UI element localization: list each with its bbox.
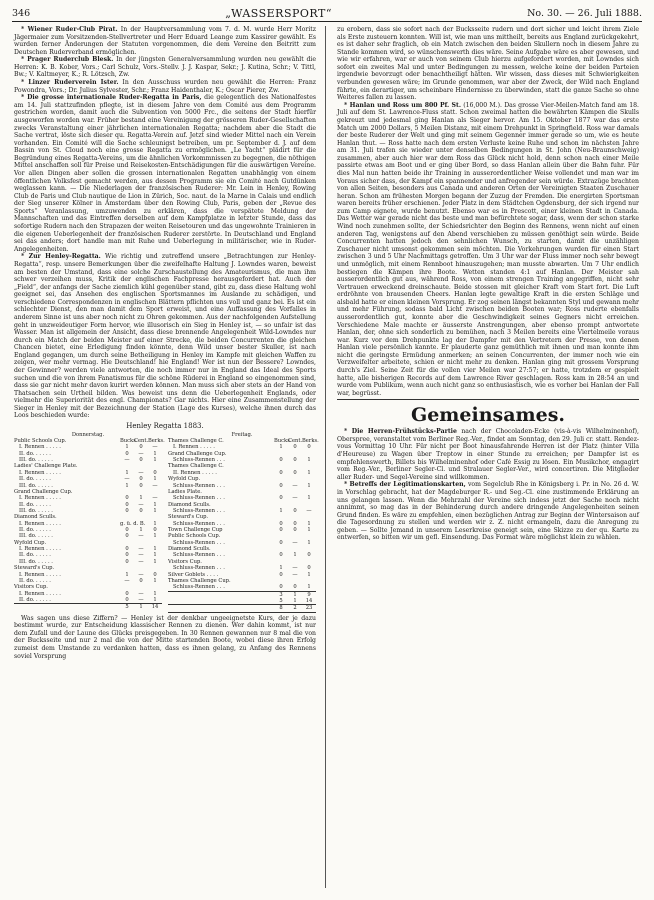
regatta-cell: 0: [139, 577, 143, 584]
article-legitimation: [337, 481, 639, 542]
regatta-cell: 0: [279, 495, 283, 502]
regatta-race-name: I. Rennen . . . . .: [19, 546, 61, 553]
regatta-cell: 1: [153, 450, 157, 457]
regatta-cell: Berks.: [148, 438, 165, 444]
regatta-race-name: Steward's Cup.: [168, 514, 209, 521]
regatta-cell: 1: [153, 533, 157, 540]
regatta-row: [168, 584, 316, 590]
right-column: [337, 26, 639, 542]
regatta-cell: —: [292, 495, 298, 502]
regatta-race-name: Grand Challenge Cup.: [14, 488, 73, 495]
regatta-race-name: Ladies' Challenge Plate.: [14, 463, 78, 470]
regatta-cell: g. ü. d. B.: [120, 520, 146, 527]
regatta-cell: 1: [307, 495, 311, 502]
article-ister-heading: * Linzer Ruderverein Ister.: [21, 79, 119, 87]
regatta-race-name: Schluss-Rennen . . .: [173, 565, 225, 572]
regatta-cell: 1: [279, 565, 283, 572]
regatta-cell: 1: [307, 571, 311, 578]
regatta-cell: 1: [139, 604, 143, 611]
left-column: [14, 26, 319, 660]
regatta-cell: —: [292, 565, 298, 572]
regatta-race-name: Diamond Sculls.: [168, 546, 211, 553]
regatta-cell: 1: [153, 596, 157, 603]
regatta-cell: —: [292, 482, 298, 489]
regatta-cell: 0: [293, 444, 297, 451]
regatta-race-name: III. do. . . . . .: [19, 558, 53, 565]
article-paris-text: die gelegentlich des Nationalfestes am 14. Juli stattzufinden pflegte, ist in diesem Jahre von dem Comité aus dem Programm gestrichen worden, damit auch die Subvention von 5000 Frc., die seitens der Stadt hierfür ausgeworfen worden war. Früher bestand eine Vereinigung der grösseren Ruder-Gesellschaften zwecks Veranstaltung einer jährlichen internationalen Regatta; nachdem aber die Stadt die Sache vertrat, löste sich dieser qu. Regatta-Verein auf. Jetzt sind wieder Mittel nach ein Verein vorhanden. Ein Comité will die Sache schleunigst betreiben, um pr. September d. J. auf dem Bassin von St. Cloud noch eine grosse Regatta zu ermöglichen. „Le Yacht“ plädirt für die Begründung eines Regatta-Vereins, um die ähnlichen Vorkommnissen zu begegnen, die nöthigen Mittel anschaffen soll für Preise und Reisekosten-Entschädigungen für die auswärtigen Vereine. Vor allen Dingen aber sollen die grossen internationalen Regatten unabhängig von einem öffentlichen Volksfest gemacht werden, aus dessen Programm sie ein Comité nach Gutdünken weglassen kann. — Die Niederlagen der französischen Ruderer: Mr. Lein in Henley, Rowing Club de Paris und Club nautique de Lion in Zürich, Soc. naut. de la Marne in Calais und endlich der Sieg unserer Kölner in Amsterdam über den Rowing Club, Paris, geben der „Revue des Sports“ Veranlassung, umzuwenden zu erklären, dass die verspätete Meldung der Mannschaften und das Eintreffen derselben auf dem Kampfplatze in letzter Stunde, dass das sofortige Rudern nach den Strapazen der weiten Reisetouren und das ungewohnte Trainieren in die eigenen Ueberlegenheit der französischen Ruderer zerstörte. In Deutschland und England sei das anders; dort handle man mit Ruhe und Ueberlegung in militärischer, wie in Ruder-Angelegenheiten.: [14, 94, 316, 253]
regatta-cell: 1: [153, 476, 157, 483]
regatta-cell: 1: [293, 597, 297, 604]
regatta-race-name: III. do. . . . . .: [19, 533, 53, 540]
regatta-race-name: Schluss-Rennen . . .: [173, 584, 225, 591]
page-number: 346: [12, 7, 31, 19]
regatta-race-name: I. Rennen . . . . .: [19, 590, 61, 597]
regatta-race-name: II. do. . . . . .: [19, 577, 51, 584]
regatta-cell: —: [124, 577, 130, 584]
regatta-right-caption: Freitag.: [231, 431, 253, 438]
article-pirat-heading: * Wiener Ruder-Club Pirat.: [21, 26, 118, 33]
regatta-cell: 0: [139, 444, 143, 451]
regatta-cell: 14: [305, 597, 313, 604]
regatta-race-name: II. Rennen . . . . .: [173, 469, 217, 476]
issue-info: No. 30. — 26. Juli 1888.: [527, 7, 642, 19]
regatta-row: [168, 598, 316, 604]
regatta-cell: —: [138, 501, 144, 508]
regatta-race-name: Schluss-Rennen . . .: [173, 495, 225, 502]
regatta-cell: 0: [153, 571, 157, 578]
article-henley: [14, 253, 316, 420]
header-rule: [12, 21, 642, 22]
regatta-cell: 0: [125, 552, 129, 559]
regatta-cell: —: [306, 507, 312, 514]
regatta-cell: 0: [139, 457, 143, 464]
regatta-race-name: Ladies Plate.: [168, 488, 202, 495]
regatta-race-name: Schluss-Rennen . . .: [173, 457, 225, 464]
regatta-cell: 0: [279, 584, 283, 591]
regatta-race-name: II. do. . . . . .: [19, 596, 51, 603]
regatta-cell: 1: [153, 552, 157, 559]
article-paris: [14, 94, 316, 253]
regatta-race-name: [168, 598, 274, 604]
regatta-cell: 0: [125, 450, 129, 457]
regatta-right-rows: [168, 438, 319, 613]
regatta-cell: —: [138, 558, 144, 565]
regatta-race-name: III. do. . . . . .: [19, 507, 53, 514]
regatta-race-name: II. do. . . . . .: [19, 501, 51, 508]
regatta-race-name: II. do. . . . . .: [19, 527, 51, 534]
regatta-cell: 1: [307, 584, 311, 591]
regatta-race-name: Public Schools Cup.: [168, 533, 221, 540]
article-fruehstueck: [337, 428, 639, 481]
regatta-cell: Bucks.: [274, 438, 292, 444]
regatta-cell: 8: [279, 605, 283, 612]
regatta-cell: —: [138, 450, 144, 457]
regatta-cell: —: [138, 590, 144, 597]
regatta-cell: 0: [293, 584, 297, 591]
regatta-cell: 0: [279, 482, 283, 489]
regatta-cell: 0: [293, 520, 297, 527]
regatta-cell: 3: [279, 591, 283, 598]
regatta-cell: —: [124, 457, 130, 464]
article-blesk-heading: * Prager Ruderclub Blesk.: [21, 56, 114, 64]
regatta-cell: Berks.: [302, 438, 319, 444]
regatta-cell: —: [152, 444, 158, 451]
regatta-race-name: Diamond Sculls.: [168, 501, 211, 508]
regatta-cell: 0: [125, 533, 129, 540]
regatta-cell: 1: [153, 590, 157, 597]
regatta-cell: 1: [153, 501, 157, 508]
regatta-cell: Cent.: [288, 438, 303, 444]
regatta-race-name: I. Rennen . . . . .: [173, 444, 215, 451]
regatta-race-name: Thames Challenge C.: [168, 438, 224, 444]
regatta-race-name: Schluss-Rennen . . .: [173, 520, 225, 527]
regatta-cell: 1: [153, 457, 157, 464]
regatta-cell: 0: [307, 552, 311, 559]
article-henley-text: Wie richtig und zutreffend unsere „Betrachtungen zur Henley-Regatta“, resp. unsere Bemerkungen über die zweifelhafte Haltung J. Lowndes waren, beweist am besten der Umstand, dass eine solche Zurschaustellung des Amateurismus, die man ihm schwer verzeihen muss, Kritik der englischen Fachpresse herausgefordert hat. Auch der „Field“, der anfangs der Sache ziemlich kühl gegenüber stand, gibt zu, dass diese Haltung wohl geeignet sei, das Ansehen des englischen Sportsmannes im Auslande zu schädigen, und verschiedene Correspondenzen in englischen Blättern pflichten uns voll und ganz bei. Es ist ein schlechter Dienst, den man damit dem Sport erweist, und eine Auffassung des Vorfalles in anderem Sinne ist uns aber noch nicht zu Ohren gekommen. Aus der nachfolgenden Aufstellung geht in unzweideutiger Form hervor, wie illusorisch ein Sieg in Henley ist, — so unfair ist das Wasser. Man ist allgemein der Ansicht, dass diese brennende Angelegenheit Wild-Lowndes nur durch ein Match der beiden Meister auf einer Strecke, die beiden Concurrenten die gleichen Chancen bietet, eine Erledigung finden könnte, denn Wild unser bester Skuller, ist nach England gegangen, um durch seine Betheiligung in Henley im Kampfe mit gleichen Waffen zu zeigen, wer mehr vermag. Hie Deutschland! hie England! Wer ist nun der Bessere? Lowndes, der Gewinner? werden viele antworten, die noch immer nur in England das Ideal des Sports suchen und die von ihrem Fanatismus für die schöne Rüderei in England so eingenommen sind, dass sie gar nicht mehr davon kurirt werden können. Man muss sich aber stets an der Hand von Thatsachen sein Urtheil bilden. Was beweist uns denn die Ueberlegenheit Englands, oder vielmehr die Superiorität des engl. Championats? Gar nichts. Hier eine Zusammenstellung der Sieger in Henley mit der Bezeichnung der Station (Lage des Kurses), welche ihnen durch das Loos beschieden wurde:: [14, 253, 317, 420]
regatta-cell: 1: [307, 469, 311, 476]
regatta-cell: 5: [279, 597, 283, 604]
regatta-cell: 1: [307, 539, 311, 546]
regatta-cell: 0: [125, 501, 129, 508]
regatta-race-name: Silver Goblets . . . .: [168, 571, 219, 578]
regatta-cell: 1: [125, 482, 129, 489]
regatta-cell: 0: [293, 469, 297, 476]
regatta-cell: 0: [125, 546, 129, 553]
regatta-cell: —: [138, 533, 144, 540]
column-divider: [325, 26, 326, 888]
regatta-row: [14, 603, 162, 610]
regatta-race-name: I. Rennen . . . . .: [19, 444, 61, 451]
regatta-race-name: Schluss-Rennen . . .: [173, 507, 225, 514]
regatta-cell: —: [152, 482, 158, 489]
regatta-cell: 0: [153, 527, 157, 534]
regatta-cell: 1: [293, 552, 297, 559]
regatta-race-name: [168, 605, 274, 611]
article-hanlan-text: (16,000 M.). Das grosse Vier-Meilen-Match fand am 18. Juli auf dem St. Lawrence-Fluss statt. Schon zweimal hatten die bewährten Kämpen die Skulls gekreuzt und jedesmal ging Hanlan als Sieger hervor. Am 15. Oktober 1877 war das erste Match um 2000 Dollars, 5 Meilen Distanz, mit einem Drehpunkt in Springfield. Ross war damals der beste Ruderer der Welt und ging mit seinem Gegenner immer gerade so um, wie es heute Hanlan thut. — Ross hatte nach dem ersten Verluste keine Ruhe und schon im nächsten Jahre am 31. Juli trafen sie wieder unter denselben Bedingungen in St. John (Neu-Braunschweig) zusammen, aber auch hier war dem Ross das Glück nicht hold, denn schon nach einer Meile passirte etwas am Boot und er ging über Bord, so dass Hanlan allein über die Bahn fuhr. Für dies Mal nun hatten beide ihr Training in ausserordentlicher Weise vollendet und man war im Voraus sicher dass, der Kampf ein spannender und anfregender sein würde. Extrazüge brachten von allen Seiten, besonders aus Canada und anderen Orten der Vereinigten Staaten Zuschauer heran. Schon am frühesten Morgen begann der Zuzug der Fremden. Die energirten Sportsman waren bereits früher erschienen. Jeder Platz in dem Städtchen Ogdensburg, der sich irgend nur zum Camp eignete, wurde benutzt. Ebenso war es in Prescott, einer kleinen Stadt in Canada. Das Wetter war gerade nicht das beste und man befürchtete sogar, dass, wenn der schon starke Wind noch zunehmen sollte, der Schiedsrichter den Beginn des Rennens, wenn nicht auf einen anderen Tag, wenigstens auf den Abend verschieben zu müssen genöthigt sein würde. Beide Concurrenten hatten jedoch den sehnlichen Wunsch, zu starten, damit die unzähligen Zuschauer nicht umsonst gekommen sein möchten. Die Vorkehrungen wurden für einen Start zwischen 3 und 5 Uhr Nachmittags getroffen. Um 3 Uhr war der Fluss immer noch sehr bewegt und unmöglich, mit einem Rennboot hinauszugehen; man musste abwarten. Um 7 Uhr endlich bestiegen die Kämpen ihre Boote. Wetten standen 4:1 auf Hanlan. Der Meister sah ausserordentlich gut aus, während Ross, von einem strengen Training angegriffen, nicht sehr Vertrauen erweckend dreinschaute. Beide stossen mit gleicher Kraft vom Start fort. Die Luft erdröhnte von brausenden Cheers. Hanlan legte gewaltige Kraft in die ersten Schläge und alsbald hatte er einen kleinen Vorsprung. Er zog seinen längst bekannten Styl und gewann mehr und mehr Führung, sodass bald Licht zwischen beiden Booten war; Ross ruderte ebenfalls ausserordentlich gut, konnte aber die Geschwindigkeit seines Gegners nicht erreichen. Verschiedene Male machte er äusserste Anstrengungen, aber ebenso prompt antwortete Hanlan, der, ohne sich sonderlich zu bemühen, nach 3 Meilen bereits eine Viertelmeile voraus war. Kurz vor dem Drehpunkte lag der Dampfer mit den Vertretern der Presse, von denen Hanlan viele persönlich kannte. Er plauderte ganz gemüthlich mit ihnen und man konnte ihm nicht die geringste Ermüdung anmerken; an seinen Concurrenten, der immer noch wie ein Verzweifelter arbeitete, schien er nicht mehr zu denken. Hanlan ging mit grossem Vorsprung durch's Ziel. Seine Zeit für die vollen vier Meilen war 27:57; er hatte, trotzdem er gespielt hatte, alle bisherigen Records auf dem Lawrence River geschlagen. Ross kam in 28:54 an und wurde vom Publikum, wenn auch nicht ganz so enthusiastisch, wie es vorher bei Hanlan der Fall war, begrüsst.: [337, 101, 639, 397]
regatta-cell: 1: [139, 527, 143, 534]
regatta-race-name: Steward's Cup.: [14, 565, 55, 572]
regatta-cell: 1: [153, 507, 157, 514]
regatta-race-name: Town Challenge Cup: [168, 527, 223, 534]
regatta-race-name: Schluss-Rennen . . .: [173, 552, 225, 559]
regatta-cell: 0: [153, 469, 157, 476]
regatta-race-name: I. Rennen . . . . .: [19, 469, 61, 476]
regatta-cell: —: [138, 571, 144, 578]
regatta-cell: —: [292, 539, 298, 546]
regatta-cell: 1: [139, 495, 143, 502]
regatta-cell: 1: [153, 577, 157, 584]
regatta-cell: 0: [125, 495, 129, 502]
regatta-cell: 1: [153, 546, 157, 553]
regatta-cell: 0: [279, 520, 283, 527]
regatta-cell: 1: [125, 571, 129, 578]
section-title: Gemeinsames.: [410, 404, 566, 427]
regatta-cell: 1: [279, 444, 283, 451]
article-ister-text: In den Ausschuss wurden neu gewählt die Herren: Franz Powondra, Vors.; Dr. Julius Sylvester, Schr.; Franz Haidenthaler, K.; Oscar Pierer, Zw.: [14, 79, 317, 94]
regatta-cell: 0: [279, 571, 283, 578]
regatta-race-name: Wyfold Cup.: [14, 539, 47, 546]
article-henley-conclusion: Was sagen uns diese Ziffern? — Henley ist der denkbar ungeeignetste Kurs, der je dazu bestimmt wurde, zur Entscheidung klassischer Rennen zu dienen. Wer dahin kommt, ist nur dem Zufall und der Laune des Glücks preisgegeben. In 30 Rennen gewannen nur 8 mal die von der Bucksseite und nur 2 mal die von der Mitte startenden Boote, wobei diese ihren Erfolg zumeist dem Umstande zu verdanken hatten, dass es ihnen gelang, zu Anfang des Rennens soviel Vorsprung: [14, 614, 316, 660]
regatta-cell: —: [138, 469, 144, 476]
regatta-race-name: I. Rennen . . . . .: [19, 571, 61, 578]
article-ister: [14, 79, 316, 94]
regatta-table: [14, 431, 319, 613]
regatta-cell: 14: [151, 604, 159, 611]
regatta-cell: 1: [307, 520, 311, 527]
regatta-cell: 0: [293, 507, 297, 514]
regatta-left-block: [14, 431, 165, 613]
article-pirat: [14, 26, 316, 56]
regatta-race-name: Schluss-Rennen . . .: [173, 539, 225, 546]
regatta-cell: 9: [307, 591, 311, 598]
regatta-row: [168, 591, 316, 598]
regatta-race-name: Visitors Cup.: [168, 558, 202, 565]
regatta-table-title: Henley Regatta 1883.: [126, 422, 204, 431]
regatta-cell: 0: [279, 552, 283, 559]
article-hanlan-heading: * Hanlan und Ross um 800 Pf. St.: [344, 101, 461, 109]
regatta-cell: 1: [307, 482, 311, 489]
regatta-cell: 0: [279, 539, 283, 546]
regatta-race-name: III. do. . . . . .: [19, 482, 53, 489]
regatta-cell: —: [138, 552, 144, 559]
regatta-race-name: III. do. . . . . .: [19, 457, 53, 464]
regatta-cell: —: [138, 546, 144, 553]
article-blesk-text: In der jüngsten Generalversammlung wurden neu gewählt die Herren: K. B. Kober, Vors.; Carl Schulz, Vors.-Stellv. J. J. Kaspar, Sekr.; J. Kutina, Schr.; V. Tittl, Bw.; V. Kaltmeyer, K.; R. Lötzsch, Zw.: [14, 56, 316, 79]
article-legitimation-text: vom Segelclub Rhe in Königsberg i. Pr. in No. 26 d. W. in Vorschlag gebracht, hat der Magdeburger R.- und Seg.-Cl. eine zustimmende Erklärung an uns gelangen lassen. Wenn die Mehrzahl der Vereine sich indess jetzt der Sache noch nicht annimmt, so mag das in der Behinderung durch andere dringende Angelegenheiten seinen Grund finden. Es wäre zu empfehlen, einen bezüglichen Antrag zur Beginn der Wintersaison auf die Tagesordnung zu stellen und werden wir z. Z. nicht ermangeln, dazu die Anregung zu geben. — Sollte Jemand in unserem Leserkreise geneigt sein, eine Skizze zu der qu. Karte zu entwerfen, so bitten wir um gefl. Einsendung. Das Format wäre möglichst klein zu wählen.: [337, 481, 640, 542]
regatta-cell: —: [124, 476, 130, 483]
regatta-race-name: II. do. . . . . .: [19, 552, 51, 559]
regatta-cell: 0: [139, 507, 143, 514]
regatta-race-name: Diamond Sculls.: [14, 514, 57, 521]
regatta-cell: 1: [153, 520, 157, 527]
regatta-row: [14, 597, 162, 603]
regatta-cell: 0: [293, 457, 297, 464]
article-henley-heading: * Zur Henley-Regatta.: [21, 253, 101, 261]
regatta-cell: 5: [125, 604, 129, 611]
regatta-cell: 1: [279, 507, 283, 514]
article-legitimation-heading: * Betreffs der Legitimationskarten,: [344, 481, 466, 489]
regatta-cell: 1: [153, 558, 157, 565]
article-fruehstueck-text: nach der Chocoladen-Ecke (vis-à-vis Wilhelminenhof), Oberspree, veranstaltet vom Berliner Reg.-Ver., findet am Sonntag, den 29. Juli cr. statt. Rendez-vous Vormittag 10 Uhr. Für nicht per Boot hinausfahrende Herren ist der Platz (hinter Villa d'Heureuse) zu Wagen über Treptow in einer Stunde zu erreichen; per Dampfer ist es empfehlenswerth, Billets bis Wilhelminenhof oder Café Essig zu lösen. Ein Musikchor, engagirt vom Reg.-Ver., Berliner Segler-Cl. und Stralauer Segler-Ver., wird concertiren. Die Mitglieder aller Ruder- und Segel-Vereine sind willkommen.: [337, 428, 640, 481]
regatta-race-name: Thames Challenge Cup.: [168, 577, 231, 584]
regatta-cell: Cent.: [134, 438, 149, 444]
regatta-cell: 0: [125, 507, 129, 514]
regatta-cell: 2: [293, 605, 297, 612]
regatta-race-name: Visitors Cup.: [14, 584, 48, 591]
regatta-cell: 0: [125, 558, 129, 565]
regatta-left-rows: [14, 438, 165, 611]
regatta-cell: 1: [293, 591, 297, 598]
regatta-left-caption: Donnerstag.: [71, 431, 105, 438]
regatta-cell: 0: [125, 590, 129, 597]
regatta-cell: 0: [279, 527, 283, 534]
regatta-race-name: Grand Challenge Cup.: [168, 450, 227, 457]
article-hanlan-ross: [337, 102, 639, 398]
regatta-race-name: [14, 604, 120, 610]
article-fruehstueck-heading: * Die Herren-Frühstücks-Partie: [344, 428, 457, 436]
article-blesk: [14, 56, 316, 79]
regatta-cell: 0: [279, 457, 283, 464]
regatta-cell: —: [292, 571, 298, 578]
regatta-cell: 0: [125, 527, 129, 534]
regatta-race-name: I. Rennen . . . . .: [19, 520, 61, 527]
regatta-race-name: Schluss-Rennen . . .: [173, 482, 225, 489]
regatta-cell: 1: [307, 457, 311, 464]
regatta-race-name: I. Rennen . . . . .: [19, 495, 61, 502]
regatta-cell: 0: [279, 469, 283, 476]
regatta-right-block: [168, 431, 319, 613]
regatta-cell: Bucks.: [120, 438, 138, 444]
regatta-cell: 1: [307, 527, 311, 534]
article-pirat-text: In der Hauptversammlung vom 7. d. M. wurde Herr Moritz Jägermaier zum Vorsitzenden-Stellvertreter und Herr Eduard Leange zum Kassirer gewählt. Es wurden ferner Änderungen der Statuten vorgenommen, die dem Vereine den Beitritt zum Deutschen Ruderverband ermöglichen.: [14, 26, 316, 56]
regatta-cell: 1: [125, 469, 129, 476]
regatta-row: [168, 604, 316, 612]
regatta-race-name: Thames Challenge C.: [168, 463, 224, 470]
regatta-cell: 0: [125, 596, 129, 603]
regatta-cell: —: [138, 596, 144, 603]
article-henley-continued: zu erobern, dass sie sofort nach der Bucksseite rudern und dort sicher und leicht ihrem Ziele als Erste zusteuern konnten. Will ist, wie man uns mittheilt, bereits aus England zurückgekehrt, es ist daher sehr fraglich, ob ein Match zwischen den beiden Skullern noch in diesem Jahre zu Stande kommen wird, so wünschenswerth dies wäre. Seine Aufgabe wäre es aber gewesen, und wie wir erfahren, war er auch von seinem Club hierzu aufgefordert worden, mit Lowndes sich sofort ein zweites Mal und unter Bedingungen zu messen, welche keine der beiden Parteien irgendwie bevorzugt oder benachtheiligt hätten. Wir wissen, dass dieses mit Schwierigkeiten verbunden gewesen wäre; im Grunde genommen, war aber der Zweck, der Wild nach England führte, ein derartiger, um scheinbare Hindernisse zu überwinden, statt die ganze Sache so ohne Weiteres fallen zu lassen.: [337, 26, 639, 102]
regatta-cell: 0: [307, 444, 311, 451]
regatta-race-name: Wyfold Cup.: [168, 476, 201, 483]
regatta-race-name: Public Schools Cup.: [14, 438, 67, 444]
regatta-cell: 0: [307, 565, 311, 572]
regatta-cell: 1: [125, 444, 129, 451]
page-header: [12, 6, 642, 20]
article-paris-heading: * Die grosse internationale Ruder-Regatta in Paris,: [21, 94, 202, 102]
regatta-cell: 0: [139, 476, 143, 483]
regatta-race-name: II. do. . . . . .: [19, 450, 51, 457]
section-rule: [337, 399, 639, 400]
regatta-cell: —: [152, 495, 158, 502]
regatta-cell: 0: [139, 482, 143, 489]
regatta-cell: 23: [305, 605, 313, 612]
regatta-race-name: II. do. . . . . .: [19, 476, 51, 483]
publication-title: „WASSERSPORT“: [225, 6, 332, 20]
regatta-cell: 0: [293, 527, 297, 534]
